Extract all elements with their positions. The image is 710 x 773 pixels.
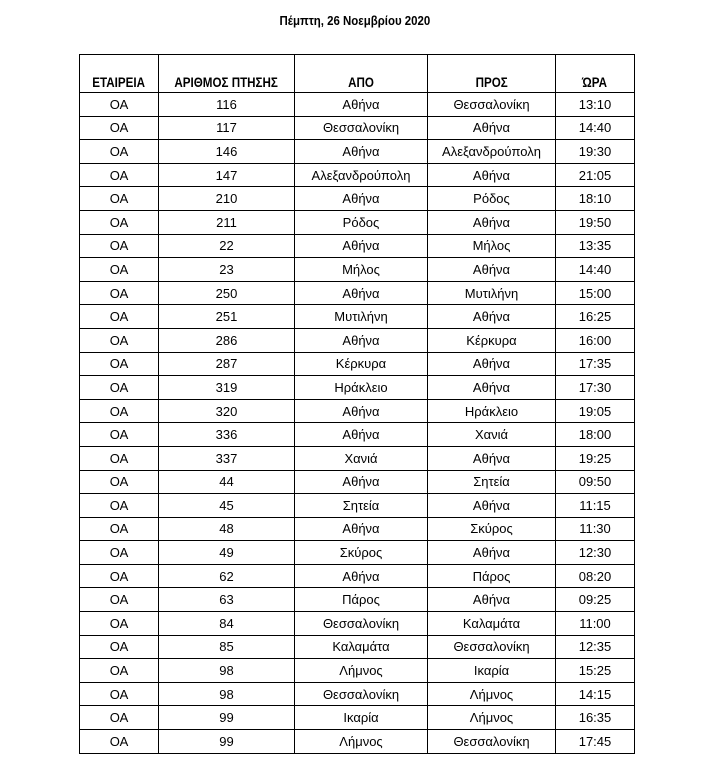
cell-time: 13:10 <box>556 93 635 117</box>
cell-time: 11:30 <box>556 517 635 541</box>
table-row <box>80 635 635 659</box>
header-from <box>295 55 428 93</box>
cell-company: ΟΑ <box>80 470 159 494</box>
cell-to: Αθήνα <box>428 352 556 376</box>
header-time <box>556 55 635 93</box>
cell-time: 11:15 <box>556 494 635 518</box>
cell-to: Κέρκυρα <box>428 328 556 352</box>
cell-to: Ηράκλειο <box>428 399 556 423</box>
table-row <box>80 588 635 612</box>
cell-flight-number: 98 <box>159 659 295 683</box>
cell-time: 18:10 <box>556 187 635 211</box>
cell-company: ΟΑ <box>80 328 159 352</box>
cell-time: 16:00 <box>556 328 635 352</box>
header-company-label: ΕΤΑΙΡΕΙΑ <box>92 75 146 90</box>
cell-to: Αθήνα <box>428 305 556 329</box>
cell-to: Χανιά <box>428 423 556 447</box>
cell-flight-number: 84 <box>159 612 295 636</box>
cell-flight-number: 147 <box>159 163 295 187</box>
cell-time: 17:30 <box>556 376 635 400</box>
cell-company: ΟΑ <box>80 494 159 518</box>
cell-time: 19:30 <box>556 140 635 164</box>
cell-to: Σκύρος <box>428 517 556 541</box>
cell-to: Αλεξανδρούπολη <box>428 140 556 164</box>
cell-flight-number: 85 <box>159 635 295 659</box>
cell-flight-number: 250 <box>159 281 295 305</box>
cell-company: ΟΑ <box>80 187 159 211</box>
cell-from: Χανιά <box>295 446 428 470</box>
cell-time: 13:35 <box>556 234 635 258</box>
cell-company: ΟΑ <box>80 517 159 541</box>
table-row <box>80 470 635 494</box>
cell-flight-number: 146 <box>159 140 295 164</box>
cell-flight-number: 211 <box>159 210 295 234</box>
cell-from: Αθήνα <box>295 517 428 541</box>
header-time-label: ΏΡΑ <box>582 75 608 90</box>
cell-company: ΟΑ <box>80 376 159 400</box>
cell-from: Αθήνα <box>295 140 428 164</box>
cell-time: 19:50 <box>556 210 635 234</box>
cell-time: 14:15 <box>556 682 635 706</box>
cell-to: Λήμνος <box>428 682 556 706</box>
cell-flight-number: 210 <box>159 187 295 211</box>
cell-time: 12:30 <box>556 541 635 565</box>
cell-flight-number: 337 <box>159 446 295 470</box>
cell-flight-number: 99 <box>159 706 295 730</box>
cell-flight-number: 98 <box>159 682 295 706</box>
table-row <box>80 446 635 470</box>
table-row <box>80 258 635 282</box>
table-row <box>80 564 635 588</box>
cell-from: Σητεία <box>295 494 428 518</box>
table-row <box>80 234 635 258</box>
cell-flight-number: 63 <box>159 588 295 612</box>
table-header-row <box>80 55 635 93</box>
cell-flight-number: 45 <box>159 494 295 518</box>
cell-to: Αθήνα <box>428 494 556 518</box>
cell-flight-number: 22 <box>159 234 295 258</box>
cell-time: 17:35 <box>556 352 635 376</box>
cell-company: ΟΑ <box>80 116 159 140</box>
cell-company: ΟΑ <box>80 635 159 659</box>
cell-company: ΟΑ <box>80 163 159 187</box>
header-to-label: ΠΡΟΣ <box>475 75 508 90</box>
table-row <box>80 328 635 352</box>
cell-time: 09:50 <box>556 470 635 494</box>
cell-time: 16:35 <box>556 706 635 730</box>
cell-time: 09:25 <box>556 588 635 612</box>
flights-table <box>79 54 635 754</box>
cell-company: ΟΑ <box>80 210 159 234</box>
cell-to: Αθήνα <box>428 541 556 565</box>
cell-from: Λήμνος <box>295 730 428 754</box>
cell-company: ΟΑ <box>80 423 159 447</box>
table-row <box>80 210 635 234</box>
table-row <box>80 116 635 140</box>
table-row <box>80 163 635 187</box>
cell-time: 08:20 <box>556 564 635 588</box>
cell-time: 17:45 <box>556 730 635 754</box>
cell-to: Μήλος <box>428 234 556 258</box>
cell-company: ΟΑ <box>80 305 159 329</box>
cell-from: Αθήνα <box>295 399 428 423</box>
cell-flight-number: 44 <box>159 470 295 494</box>
cell-flight-number: 287 <box>159 352 295 376</box>
cell-time: 14:40 <box>556 258 635 282</box>
cell-time: 19:05 <box>556 399 635 423</box>
table-row <box>80 423 635 447</box>
cell-to: Ικαρία <box>428 659 556 683</box>
cell-flight-number: 319 <box>159 376 295 400</box>
cell-time: 15:00 <box>556 281 635 305</box>
cell-company: ΟΑ <box>80 541 159 565</box>
header-to <box>428 55 556 93</box>
cell-from: Αλεξανδρούπολη <box>295 163 428 187</box>
cell-from: Αθήνα <box>295 470 428 494</box>
cell-from: Ηράκλειο <box>295 376 428 400</box>
cell-flight-number: 286 <box>159 328 295 352</box>
cell-flight-number: 48 <box>159 517 295 541</box>
cell-from: Θεσσαλονίκη <box>295 682 428 706</box>
cell-from: Πάρος <box>295 588 428 612</box>
cell-to: Ρόδος <box>428 187 556 211</box>
cell-company: ΟΑ <box>80 564 159 588</box>
cell-company: ΟΑ <box>80 659 159 683</box>
cell-time: 19:25 <box>556 446 635 470</box>
cell-from: Αθήνα <box>295 187 428 211</box>
table-row <box>80 187 635 211</box>
table-row <box>80 376 635 400</box>
cell-company: ΟΑ <box>80 612 159 636</box>
cell-flight-number: 117 <box>159 116 295 140</box>
cell-to: Αθήνα <box>428 446 556 470</box>
cell-from: Μυτιλήνη <box>295 305 428 329</box>
cell-company: ΟΑ <box>80 258 159 282</box>
cell-from: Αθήνα <box>295 564 428 588</box>
cell-from: Λήμνος <box>295 659 428 683</box>
cell-company: ΟΑ <box>80 446 159 470</box>
cell-from: Ικαρία <box>295 706 428 730</box>
document-title: Πέμπτη, 26 Νοεμβρίου 2020 <box>279 13 431 28</box>
cell-flight-number: 23 <box>159 258 295 282</box>
table-row <box>80 140 635 164</box>
header-company <box>80 55 159 93</box>
cell-from: Θεσσαλονίκη <box>295 612 428 636</box>
cell-time: 11:00 <box>556 612 635 636</box>
cell-flight-number: 49 <box>159 541 295 565</box>
cell-from: Αθήνα <box>295 328 428 352</box>
cell-company: ΟΑ <box>80 399 159 423</box>
cell-company: ΟΑ <box>80 588 159 612</box>
cell-company: ΟΑ <box>80 352 159 376</box>
cell-time: 16:25 <box>556 305 635 329</box>
cell-to: Αθήνα <box>428 588 556 612</box>
cell-to: Αθήνα <box>428 210 556 234</box>
table-row <box>80 730 635 754</box>
table-row <box>80 281 635 305</box>
cell-from: Ρόδος <box>295 210 428 234</box>
cell-flight-number: 116 <box>159 93 295 117</box>
cell-company: ΟΑ <box>80 234 159 258</box>
cell-from: Σκύρος <box>295 541 428 565</box>
cell-flight-number: 336 <box>159 423 295 447</box>
cell-from: Αθήνα <box>295 93 428 117</box>
cell-to: Μυτιλήνη <box>428 281 556 305</box>
cell-to: Αθήνα <box>428 258 556 282</box>
cell-time: 18:00 <box>556 423 635 447</box>
cell-from: Θεσσαλονίκη <box>295 116 428 140</box>
header-flight-number-label: ΑΡΙΘΜΟΣ ΠΤΗΣΗΣ <box>174 75 279 90</box>
table-row <box>80 93 635 117</box>
cell-company: ΟΑ <box>80 140 159 164</box>
cell-to: Θεσσαλονίκη <box>428 730 556 754</box>
cell-flight-number: 320 <box>159 399 295 423</box>
table-row <box>80 682 635 706</box>
cell-from: Αθήνα <box>295 423 428 447</box>
cell-time: 12:35 <box>556 635 635 659</box>
header-flight-number <box>159 55 295 93</box>
table-row <box>80 352 635 376</box>
cell-company: ΟΑ <box>80 281 159 305</box>
cell-time: 14:40 <box>556 116 635 140</box>
cell-from: Μήλος <box>295 258 428 282</box>
cell-flight-number: 99 <box>159 730 295 754</box>
cell-from: Κέρκυρα <box>295 352 428 376</box>
table-row <box>80 494 635 518</box>
cell-to: Αθήνα <box>428 376 556 400</box>
header-from-label: ΑΠΟ <box>348 75 374 90</box>
cell-company: ΟΑ <box>80 730 159 754</box>
table-row <box>80 399 635 423</box>
cell-time: 21:05 <box>556 163 635 187</box>
cell-from: Αθήνα <box>295 234 428 258</box>
cell-to: Θεσσαλονίκη <box>428 93 556 117</box>
cell-flight-number: 62 <box>159 564 295 588</box>
cell-time: 15:25 <box>556 659 635 683</box>
cell-from: Καλαμάτα <box>295 635 428 659</box>
cell-to: Σητεία <box>428 470 556 494</box>
cell-from: Αθήνα <box>295 281 428 305</box>
table-row <box>80 305 635 329</box>
table-row <box>80 659 635 683</box>
cell-to: Αθήνα <box>428 163 556 187</box>
cell-to: Αθήνα <box>428 116 556 140</box>
cell-to: Πάρος <box>428 564 556 588</box>
table-row <box>80 517 635 541</box>
cell-to: Λήμνος <box>428 706 556 730</box>
cell-company: ΟΑ <box>80 706 159 730</box>
cell-flight-number: 251 <box>159 305 295 329</box>
table-row <box>80 541 635 565</box>
cell-company: ΟΑ <box>80 682 159 706</box>
cell-company: ΟΑ <box>80 93 159 117</box>
cell-to: Καλαμάτα <box>428 612 556 636</box>
table-row <box>80 612 635 636</box>
table-body <box>80 93 635 754</box>
table-row <box>80 706 635 730</box>
cell-to: Θεσσαλονίκη <box>428 635 556 659</box>
